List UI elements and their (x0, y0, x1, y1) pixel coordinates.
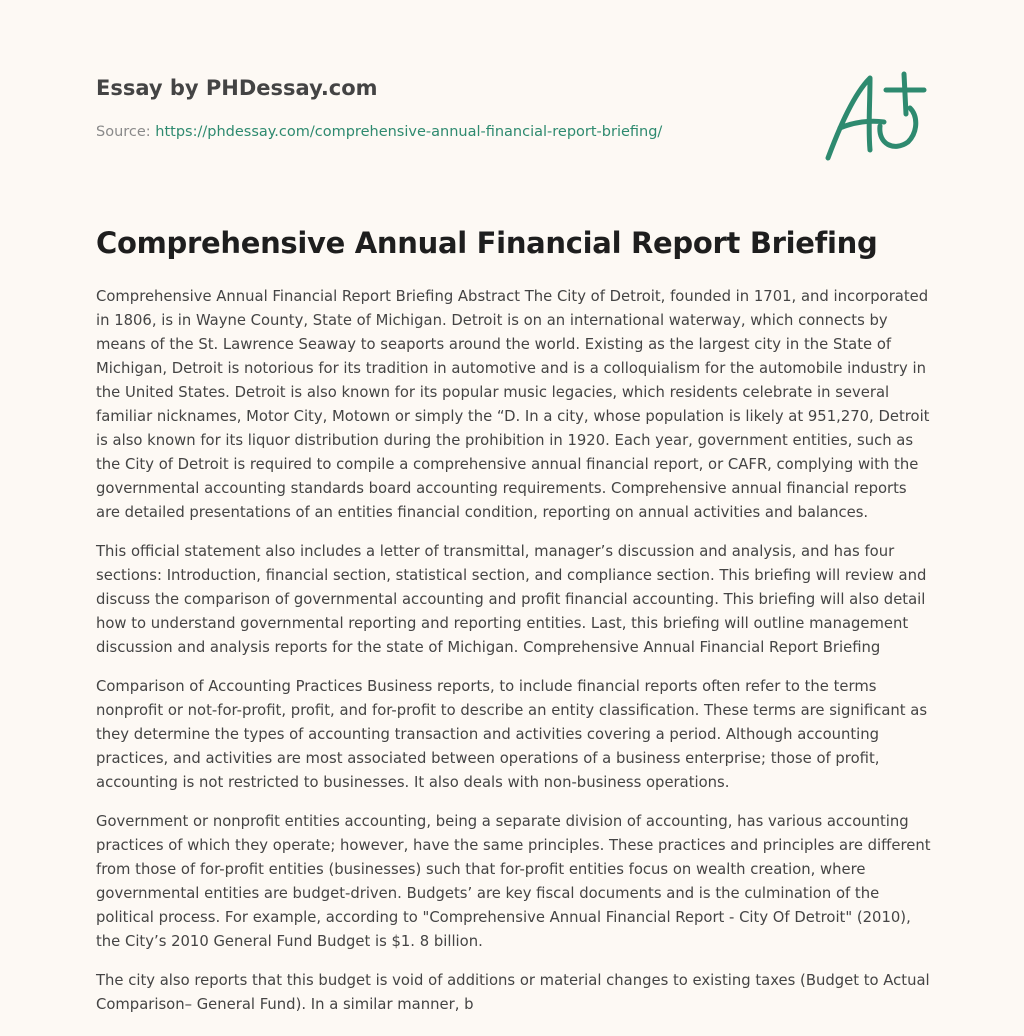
paragraph: The city also reports that this budget is void of additions or material changes to existing taxes (Budget to Actual Comparison– General Fund). In a similar manner, b (96, 972, 930, 1013)
site-brand: Essay by PHDessay.com (96, 76, 378, 100)
essay-body (96, 285, 931, 1032)
a-plus-grade-icon (818, 66, 928, 166)
paragraph: Government or nonprofit entities accounting, being a separate division of accounting, has various accounting practices of which they operate; however, have the same principles. These practices and principles are different from those of for-profit entities (businesses) such that for-profit entities focus on wealth creation, where governmental entities are budget-driven. Budgets’ are key fiscal documents and is the culmination of the political process. For example, according to "Comprehensive Annual Financial Report - City Of Detroit" (2010), the City’s 2010 General Fund Budget is $1. 8 billion. (96, 813, 931, 950)
page-title: Comprehensive Annual Financial Report Briefing (96, 226, 878, 260)
paragraph: Comprehensive Annual Financial Report Briefing Abstract The City of Detroit, founded in 1701, and incorporated in 1806, is in Wayne County, State of Michigan. Detroit is on an international waterway, which connects by means of the St. Lawrence Seaway to seaports around the world. Existing as the largest city in the State of Michigan, Detroit is notorious for its tradition in automotive and is a colloquialism for the automobile industry in the United States. Detroit is also known for its popular music legacies, which residents celebrate in several familiar nicknames, Motor City, Motown or simply the “D. In a city, whose population is likely at 951,270, Detroit is also known for its liquor distribution during the prohibition in 1920. Each year, government entities, such as the City of Detroit is required to compile a comprehensive annual financial report, or CAFR, complying with the governmental accounting standards board accounting requirements. Comprehensive annual financial reports are detailed presentations of an entities financial condition, reporting on annual activities and balances. (96, 288, 930, 521)
paragraph: This official statement also includes a letter of transmittal, manager’s discussion and analysis, and has four sections: Introduction, financial section, statistical section, and compliance section. This briefing will review and discuss the comparison of governmental accounting and profit financial accounting. This briefing will also detail how to understand governmental reporting and reporting entities. Last, this briefing will outline management discussion and analysis reports for the state of Michigan. Comprehensive Annual Financial Report Briefing (96, 543, 927, 656)
source-label: Source: (96, 124, 156, 140)
source-link[interactable]: https://phdessay.com/comprehensive-annual-financial-report-briefing/ (155, 124, 663, 140)
source-line (96, 124, 662, 140)
paragraph: Comparison of Accounting Practices Business reports, to include financial reports often refer to the terms nonprofit or not-for-profit, profit, and for-profit to describe an entity classification. These terms are significant as they determine the types of accounting transaction and activities covering a period. Although accounting practices, and activities are most associated between operations of a business enterprise; those of profit, accounting is not restricted to businesses. It also deals with non-business operations. (96, 678, 928, 791)
